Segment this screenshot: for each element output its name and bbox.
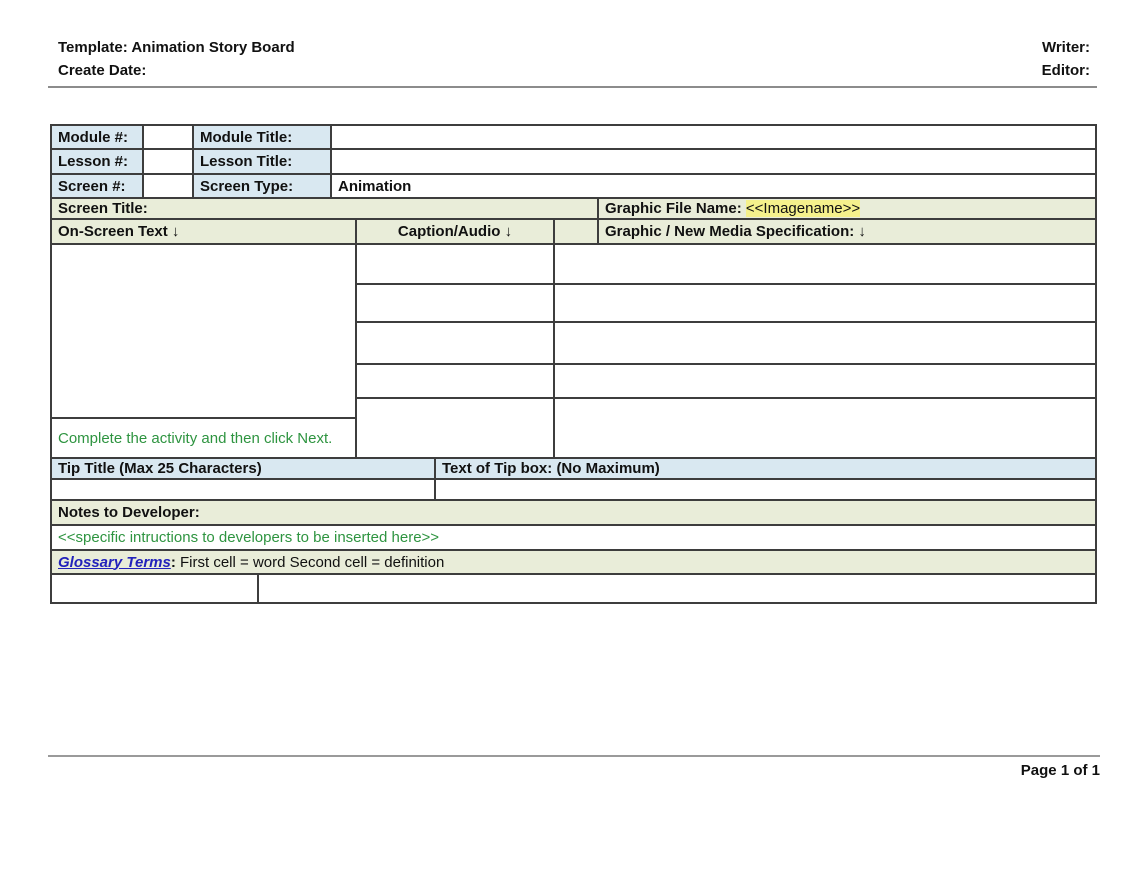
create-date-label: Create Date: (58, 62, 147, 79)
screen-number-label: Screen #: (51, 174, 143, 198)
tip-title-field[interactable] (51, 479, 435, 500)
on-screen-text-field[interactable] (51, 244, 356, 418)
glossary-terms-label: Glossary Terms (58, 553, 171, 571)
caption-audio-field-1[interactable] (356, 244, 554, 284)
glossary-word-field[interactable] (51, 574, 258, 603)
screen-type-value[interactable]: Animation (331, 174, 1096, 198)
editor-label: Editor: (1041, 62, 1090, 79)
graphic-spec-field-3[interactable] (554, 322, 1096, 364)
notes-instruction-row (51, 525, 1096, 550)
developer-instructions[interactable]: <<specific intructions to developers to be inserted here>> (51, 525, 1096, 550)
glossary-header-row (51, 550, 1096, 574)
tip-value-row (51, 479, 1096, 500)
screen-type-label: Screen Type: (193, 174, 331, 198)
graphic-spec-header: Graphic / New Media Specification: ↓ (598, 219, 1096, 244)
writer-label: Writer: (1041, 39, 1090, 56)
glossary-description: First cell = word Second cell = definition (175, 553, 445, 571)
caption-audio-field-4[interactable] (356, 364, 554, 398)
graphic-file-name-placeholder[interactable]: <<Imagename>> (745, 200, 861, 217)
screen-title-label: Screen Title: (51, 198, 598, 219)
lesson-number-label: Lesson #: (51, 149, 143, 174)
module-row (51, 125, 1096, 149)
on-screen-text-header: On-Screen Text ↓ (51, 219, 356, 244)
graphic-spec-field-4[interactable] (554, 364, 1096, 398)
graphic-file-name-label: Graphic File Name: (605, 200, 742, 217)
caption-audio-header: Caption/Audio ↓ (356, 219, 554, 244)
tip-title-header: Tip Title (Max 25 Characters) (51, 458, 435, 479)
screen-title-row (51, 198, 1096, 219)
glossary-header-cell (51, 550, 1096, 574)
lesson-number-field[interactable] (143, 149, 193, 174)
document-header-right (1042, 36, 1090, 82)
document-header-left (58, 36, 295, 82)
page-number: Page 1 of 1 (1020, 762, 1100, 779)
caption-audio-field-2[interactable] (356, 284, 554, 322)
tip-header-row (51, 458, 1096, 479)
storyboard-table (50, 124, 1097, 604)
lesson-row (51, 149, 1096, 174)
screen-number-field[interactable] (143, 174, 193, 198)
caption-audio-field-3[interactable] (356, 322, 554, 364)
notes-header-row (51, 500, 1096, 525)
module-number-field[interactable] (143, 125, 193, 149)
lesson-title-field[interactable] (331, 149, 1096, 174)
footer-divider (48, 755, 1100, 757)
glossary-definition-field[interactable] (258, 574, 1096, 603)
graphic-spec-field-1[interactable] (554, 244, 1096, 284)
body-row-1 (51, 244, 1096, 284)
glossary-value-row (51, 574, 1096, 603)
graphic-file-name-cell[interactable] (598, 198, 1096, 219)
tip-text-field[interactable] (435, 479, 1096, 500)
notes-to-developer-label: Notes to Developer: (51, 500, 1096, 525)
lesson-title-label: Lesson Title: (193, 149, 331, 174)
tip-text-header: Text of Tip box: (No Maximum) (435, 458, 1096, 479)
caption-audio-field-5[interactable] (356, 398, 554, 458)
module-title-label: Module Title: (193, 125, 331, 149)
screen-row (51, 174, 1096, 198)
template-title: Template: Animation Story Board (58, 39, 295, 56)
module-title-field[interactable] (331, 125, 1096, 149)
column-header-row (51, 219, 1096, 244)
graphic-spec-field-5[interactable] (554, 398, 1096, 458)
on-screen-note[interactable]: Complete the activity and then click Next. (51, 418, 356, 458)
spacer-header-cell (554, 219, 598, 244)
glossary-colon: : (170, 553, 176, 571)
module-number-label: Module #: (51, 125, 143, 149)
header-divider (48, 86, 1097, 88)
graphic-spec-field-2[interactable] (554, 284, 1096, 322)
